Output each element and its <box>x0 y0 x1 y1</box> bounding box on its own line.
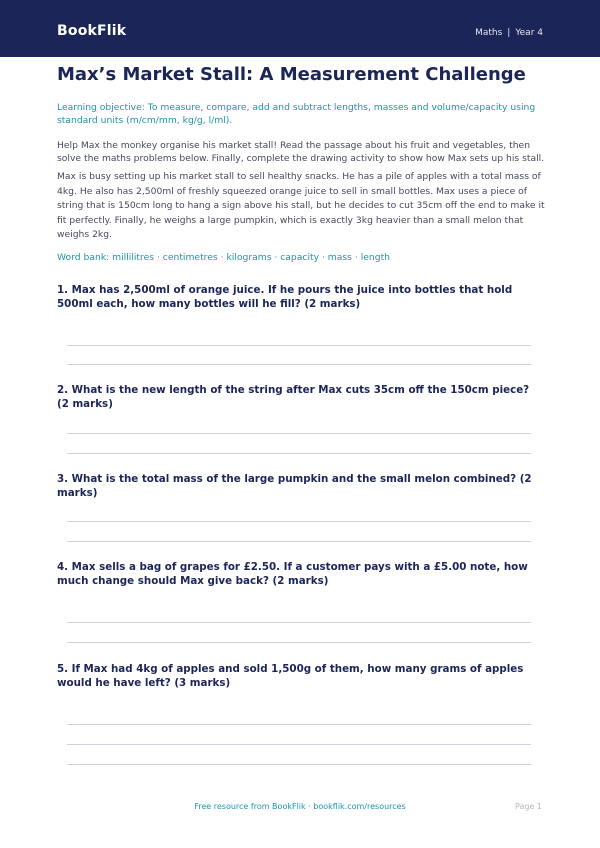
question-3: 3. What is the total mass of the large pumpkin and the small melon combined? (2 marks) <box>57 473 532 499</box>
answer-line[interactable] <box>67 433 531 434</box>
question-5: 5. If Max had 4kg of apples and sold 1,500g of them, how many grams of apples would he have left? (3 marks) <box>57 663 524 689</box>
answer-line[interactable] <box>67 724 531 725</box>
page-number: Page 1 <box>515 802 542 811</box>
question-4: 4. Max sells a bag of grapes for £2.50. If a customer pays with a £5.00 note, how much change should Max give back? (2 marks) <box>57 561 528 587</box>
subject-year <box>475 28 543 38</box>
meta-separator: | <box>507 28 511 38</box>
brand-logo: BookFlik <box>57 23 127 39</box>
learning-objective: Learning objective: To measure, compare, add and subtract lengths, masses and volume/capacity using standard units (m/cm/mm, kg/g, l/ml). <box>57 102 536 126</box>
page-header <box>0 0 600 57</box>
answer-line[interactable] <box>67 541 531 542</box>
answer-line[interactable] <box>67 521 531 522</box>
question-2: 2. What is the new length of the string after Max cuts 35cm off the 150cm piece? (2 marks) <box>57 384 530 410</box>
question-1: 1. Max has 2,500ml of orange juice. If he pours the juice into bottles that hold 500ml each, how many bottles will he fill? (2 marks) <box>57 284 513 310</box>
answer-line[interactable] <box>67 345 531 346</box>
answer-line[interactable] <box>67 764 531 765</box>
reading-passage: Max is busy setting up his market stall to sell healthy snacks. He has a pile of apples with a total mass of 4kg. He also has 2,500ml of freshly squeezed orange juice to sell in small bottles. Max uses a piece of string that is 150cm long to hang a sign above his stall, but he decides to cut 35cm off the end to make it fit perfectly. Finally, he weighs a large pumpkin, which is exactly 3kg heavier than a small melon that weighs 2kg. <box>57 171 545 240</box>
answer-line[interactable] <box>67 744 531 745</box>
word-bank: Word bank: millilitres · centimetres · kilograms · capacity · mass · length <box>57 252 390 263</box>
worksheet-title: Max’s Market Stall: A Measurement Challenge <box>57 64 526 85</box>
subject-label: Maths <box>475 28 503 38</box>
answer-line[interactable] <box>67 622 531 623</box>
answer-line[interactable] <box>67 642 531 643</box>
year-label: Year 4 <box>515 28 543 38</box>
answer-line[interactable] <box>67 364 531 365</box>
footer-credit: Free resource from BookFlik · bookflik.com/resources <box>194 802 406 811</box>
intro-text: Help Max the monkey organise his market stall! Read the passage about his fruit and vegetables, then solve the maths problems below. Finally, complete the drawing activity to show how Max sets up his stall. <box>57 140 545 164</box>
answer-line[interactable] <box>67 453 531 454</box>
